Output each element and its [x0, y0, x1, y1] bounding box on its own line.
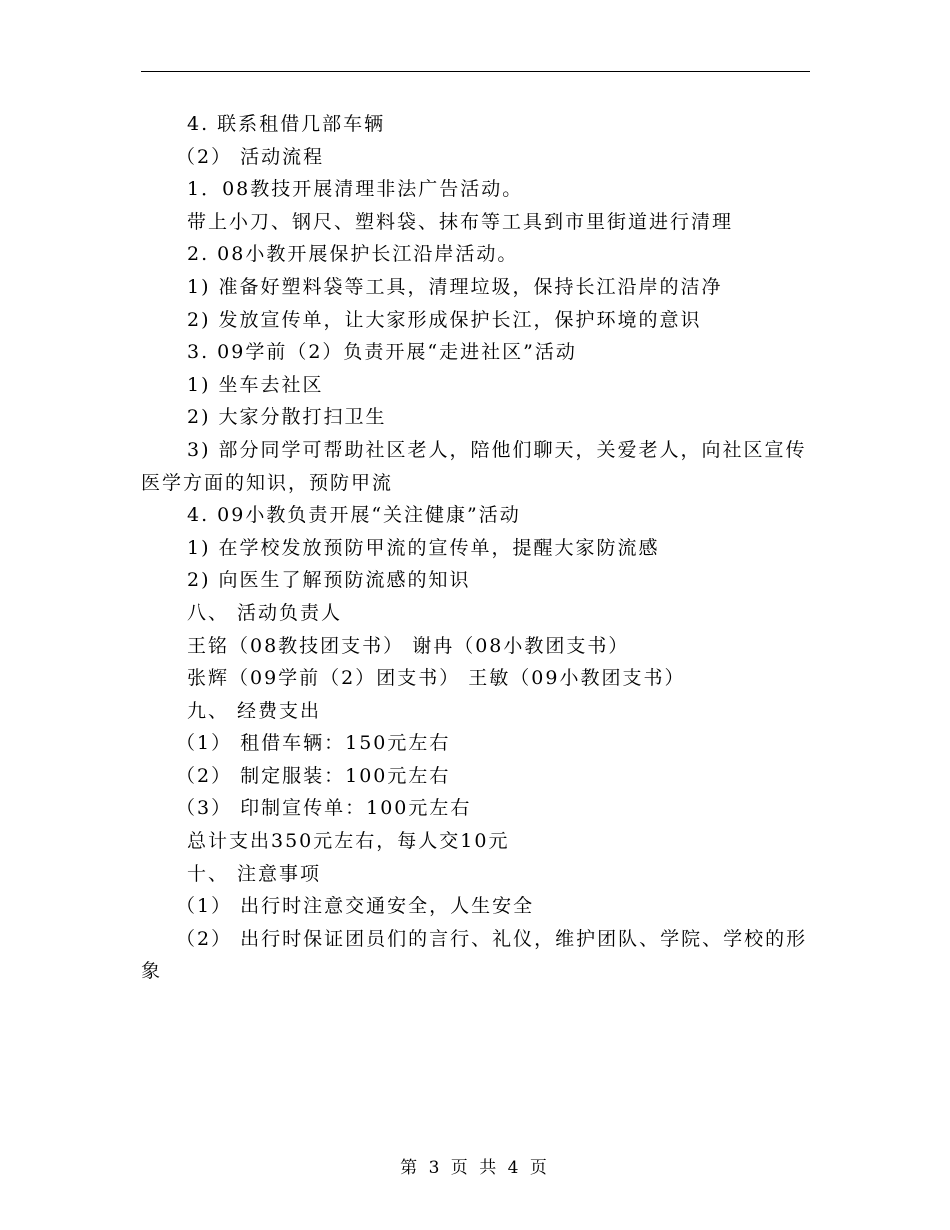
list-item: 1．08教技开展清理非法广告活动。 [187, 178, 524, 201]
document-body [141, 108, 810, 988]
list-item: （1） 出行时注意交通安全，人生安全 [176, 895, 535, 918]
list-item: 4. 09小教负责开展“关注健康”活动 [187, 504, 521, 527]
paragraph: 张辉（09学前（2）团支书） 王敏（09小教团支书） [187, 667, 686, 690]
list-item: 4. 联系租借几部车辆 [187, 113, 386, 135]
list-item: 2) 大家分散打扫卫生 [187, 406, 387, 429]
list-item: （1） 租借车辆：150元左右 [176, 732, 451, 755]
list-item: （2） 出行时保证团员们的言行、礼仪，维护团队、学院、学校的形象 [141, 927, 808, 983]
list-item: 2) 向医生了解预防流感的知识 [187, 569, 471, 592]
paragraph: 王铭（08教技团支书） 谢冉（08小教团支书） [187, 634, 630, 657]
section-heading: （2） 活动流程 [176, 145, 325, 168]
paragraph: 总计支出350元左右，每人交10元 [187, 830, 510, 853]
list-item: （2） 制定服装：100元左右 [176, 764, 451, 787]
list-item: 1) 坐车去社区 [187, 373, 324, 396]
list-item: 1) 在学校发放预防甲流的宣传单，提醒大家防流感 [187, 536, 660, 559]
section-heading: 十、 注意事项 [187, 862, 322, 885]
paragraph: 带上小刀、钢尺、塑料袋、抹布等工具到市里街道进行清理 [187, 210, 734, 233]
list-item: 3. 09学前（2）负责开展“走进社区”活动 [187, 341, 577, 364]
header-rule [141, 71, 810, 72]
page-number: 第 3 页 共 4 页 [400, 1158, 550, 1178]
list-item: 3) 部分同学可帮助社区老人，陪他们聊天，关爱老人，向社区宣传医学方面的知识，预防甲流 [141, 438, 807, 494]
list-item: 1) 准备好塑料袋等工具，清理垃圾，保持长江沿岸的洁净 [187, 275, 723, 298]
list-item: （3） 印制宣传单：100元左右 [176, 797, 472, 820]
list-item: 2. 08小教开展保护长江沿岸活动。 [187, 243, 519, 266]
section-heading: 九、 经费支出 [187, 699, 322, 722]
section-heading: 八、 活动负责人 [187, 601, 343, 624]
list-item: 2) 发放宣传单，让大家形成保护长江，保护环境的意识 [187, 308, 702, 331]
